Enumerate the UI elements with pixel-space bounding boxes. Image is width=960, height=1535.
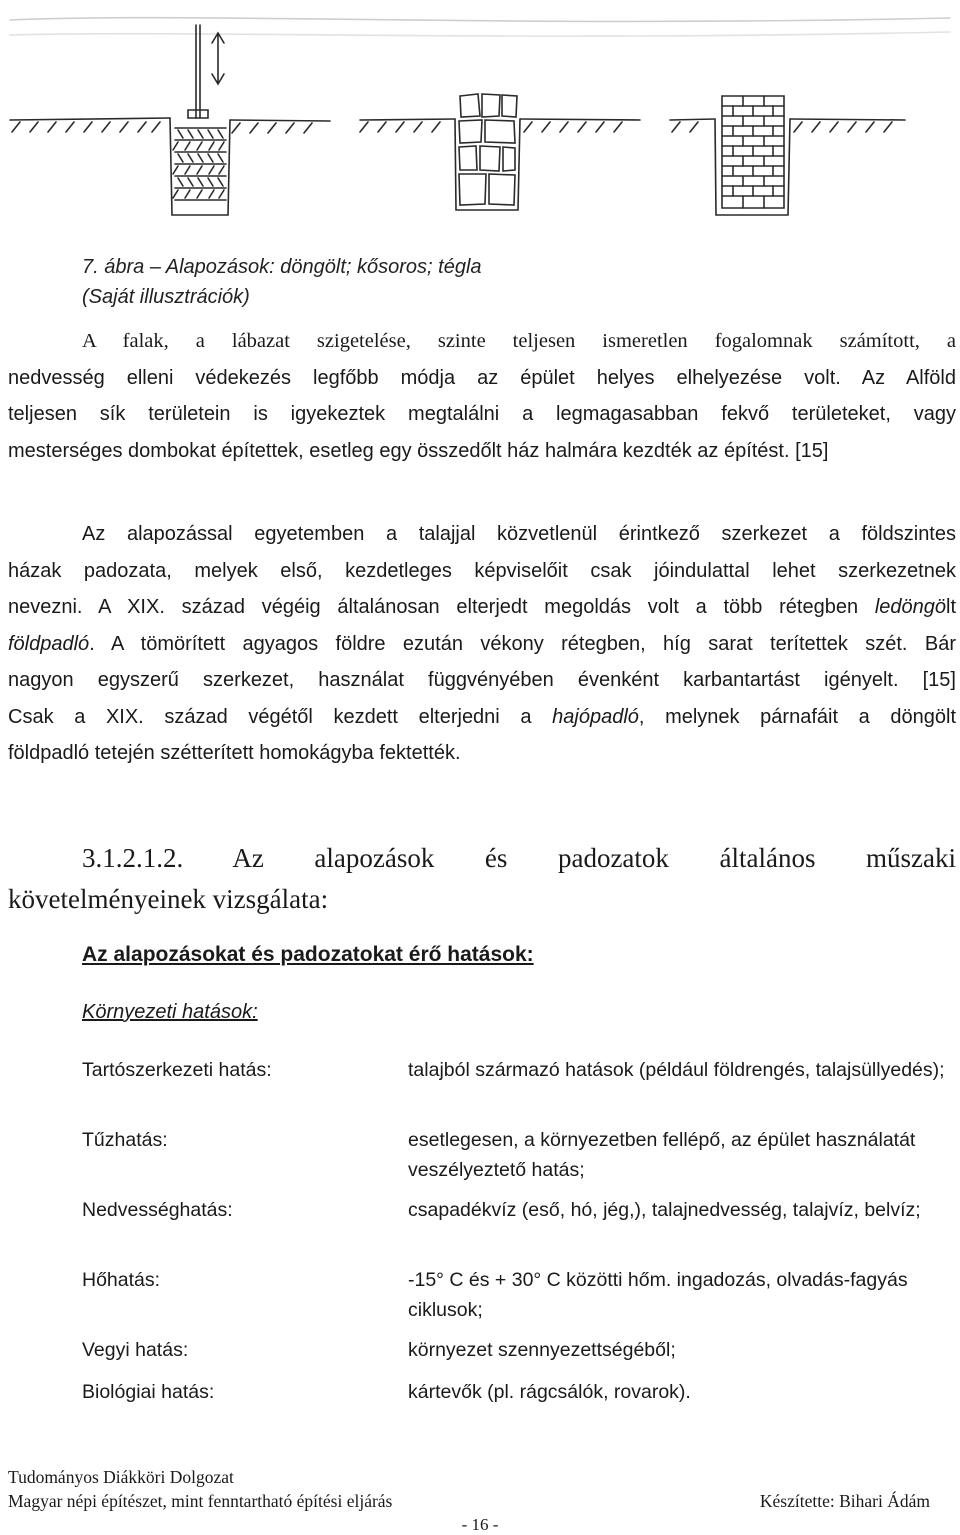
environmental-effects-heading: Környezeti hatások:	[82, 1001, 258, 1023]
paragraph-line: nagyon egyszerű szerkezet, használat függvényében évenként karbantartást igényelt. [15]	[8, 669, 956, 691]
text-run: Csak a XIX. század végétől kezdett elterjedni a	[8, 705, 553, 728]
text-run: nevezni. A XIX. század végéig általánosan elterjedt megoldás volt a több rétegben	[8, 596, 875, 618]
effect-name: Tűzhatás:	[82, 1129, 168, 1151]
paragraph-line: Az alapozással egyetemben a talajjal közvetlenül érintkező szerkezet a földszintes	[82, 523, 956, 545]
paragraph-line: mesterséges dombokat építettek, esetleg egy összedőlt ház halmára kezdték az építést. [15]	[8, 439, 829, 462]
foundation-sketch-figure	[0, 0, 960, 230]
footer-author: Készítette: Bihari Ádám	[759, 1491, 930, 1511]
paragraph-line: földpadló tetején szétterített homokágyba fektették.	[8, 742, 461, 764]
paragraph-moisture-protection	[8, 323, 956, 469]
paragraph-line: teljesen sík területein is igyekeztek megtalálni a legmagasabban fekvő területeket, vagy	[8, 403, 956, 425]
effect-name: Tartószerkezeti hatás:	[82, 1059, 272, 1081]
italic-term: földpadló	[8, 632, 90, 655]
figure-caption-line1: 7. ábra – Alapozások: döngölt; kősoros; tégla	[82, 256, 482, 278]
effect-name: Vegyi hatás:	[82, 1339, 189, 1361]
text-run: lt	[946, 596, 956, 618]
foundation-sketch-illustration	[0, 0, 960, 230]
paragraph-line	[8, 589, 956, 626]
figure-caption	[82, 252, 482, 312]
section-heading-line1: 3.1.2.1.2. Az alapozások és padozatok általános műszaki	[82, 843, 956, 873]
effect-name: Biológiai hatás:	[82, 1381, 215, 1403]
section-heading	[8, 838, 956, 920]
paragraph-line: A falak, a lábazat szigetelése, szinte teljesen ismeretlen fogalomnak számított, a	[82, 330, 956, 352]
paragraph-floor-structures	[8, 516, 956, 772]
footer-left	[8, 1465, 392, 1513]
effect-name: Nedvességhatás:	[82, 1199, 233, 1221]
paragraph-line: nedvesség elleni védekezés legfőbb módja az épület helyes elhelyezése volt. Az Alföld	[8, 366, 956, 389]
text-run: , melynek párnafáit a döngölt	[638, 705, 956, 728]
effect-description: csapadékvíz (eső, hó, jég,), talajnedvesség, talajvíz, belvíz;	[408, 1199, 921, 1221]
italic-term: ledöngö	[874, 596, 946, 618]
italic-term: hajópadló	[552, 705, 639, 728]
paragraph-line	[8, 626, 956, 663]
page-number: - 16 -	[461, 1515, 499, 1534]
effects-heading: Az alapozásokat és padozatokat érő hatások:	[82, 943, 534, 966]
footer-subtitle: Magyar népi építészet, mint fenntartható építési eljárás	[8, 1491, 393, 1511]
footer-title: Tudományos Diákköri Dolgozat	[8, 1467, 234, 1487]
section-heading-line2: követelményeinek vizsgálata:	[8, 884, 329, 914]
effect-description: esetlegesen, a környezetben fellépő, az épület használatát veszélyeztető hatás;	[408, 1129, 916, 1181]
effect-description: környezet szennyezettségéből;	[408, 1339, 676, 1361]
text-run: . A tömörített agyagos földre ezután vékony rétegben, híg sarat terítettek szét. Bár	[89, 632, 956, 655]
effect-description: talajból származó hatások (például földrengés, talajsüllyedés);	[408, 1059, 945, 1081]
figure-caption-line2: (Saját illusztrációk)	[82, 286, 250, 308]
paragraph-line	[8, 699, 956, 736]
effect-description: kártevők (pl. rágcsálók, rovarok).	[408, 1381, 691, 1403]
paragraph-line: házak padozata, melyek első, kezdetleges képviselőit csak jóindulattal lehet szerkezetnek	[8, 559, 956, 582]
effect-description: -15° C és + 30° C közötti hőm. ingadozás, olvadás-fagyás ciklusok;	[408, 1269, 908, 1321]
effect-name: Hőhatás:	[82, 1269, 161, 1291]
